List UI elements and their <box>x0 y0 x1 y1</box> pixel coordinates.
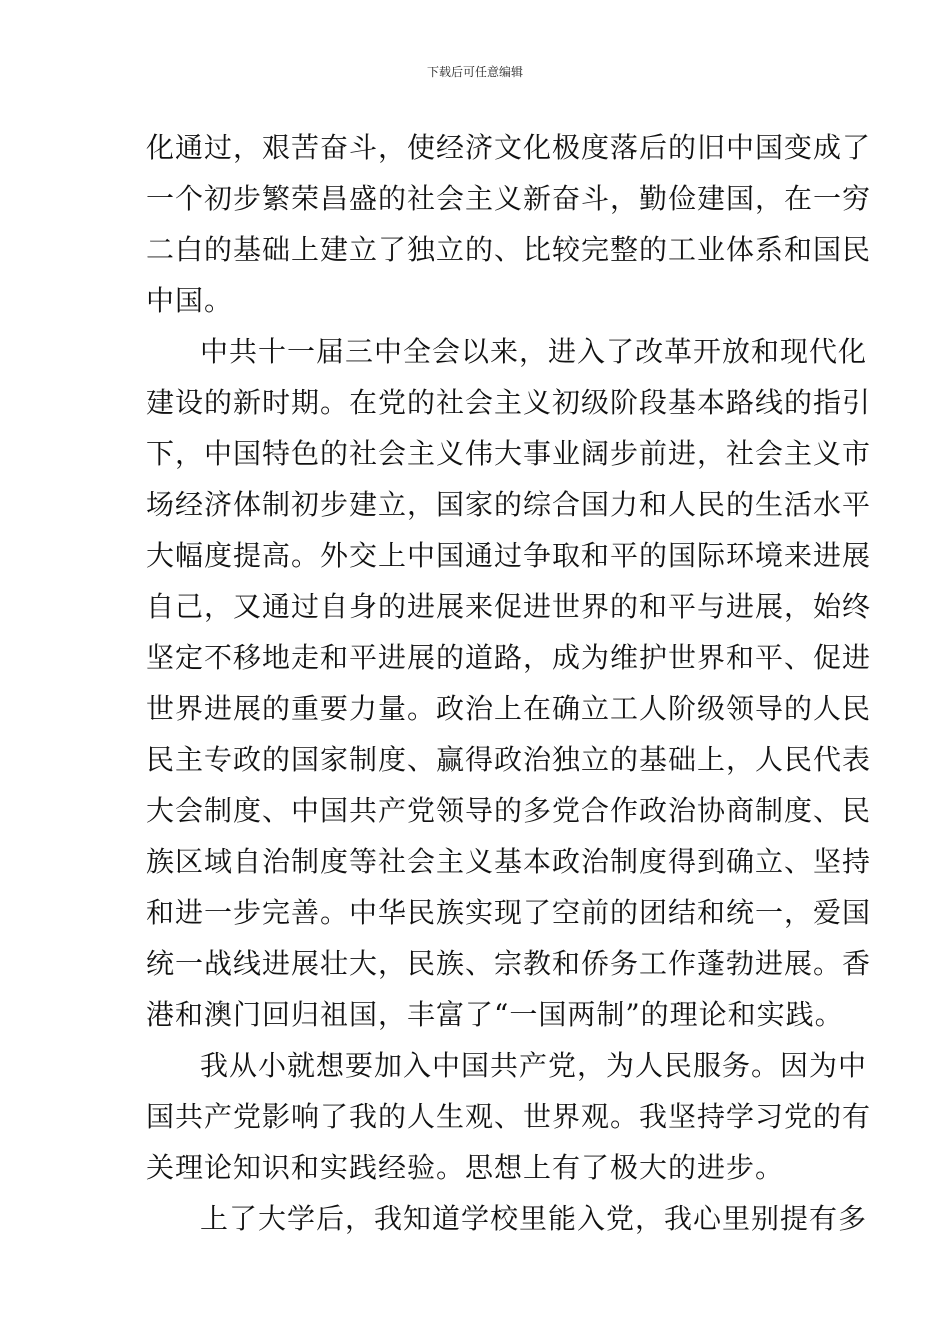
text-line: 中国。 <box>146 284 234 317</box>
text-line: 世界进展的重要力量。政治上在确立工人阶级领导的人民 <box>146 692 872 725</box>
text-line: 场经济体制初步建立，国家的综合国力和人民的生活水平 <box>146 488 872 521</box>
text-line: 自己，又通过自身的进展来促进世界的和平与进展，始终 <box>146 590 872 623</box>
text-line: 二白的基础上建立了独立的、比较完整的工业体系和国民 <box>146 233 872 266</box>
text-line: 民主专政的国家制度、赢得政治独立的基础上，人民代表 <box>146 743 872 776</box>
text-line: 关理论知识和实践经验。思想上有了极大的进步。 <box>146 1151 785 1184</box>
text-line: 族区域自治制度等社会主义基本政治制度得到确立、坚持 <box>146 845 872 878</box>
text-line: 坚定不移地走和平进展的道路，成为维护世界和平、促进 <box>146 641 872 674</box>
text-line: 和进一步完善。中华民族实现了空前的团结和统一，爱国 <box>146 896 872 929</box>
text-line: 下，中国特色的社会主义伟大事业阔步前进，社会主义市 <box>146 437 872 470</box>
paragraph-first-line: 我从小就想要加入中国共产党，为人民服务。因为中 <box>200 1049 868 1082</box>
text-line: 化通过，艰苦奋斗，使经济文化极度落后的旧中国变成了 <box>146 131 872 164</box>
text-line: 一个初步繁荣昌盛的社会主义新奋斗，勤俭建国，在一穷 <box>146 182 872 215</box>
text-line: 统一战线进展壮大，民族、宗教和侨务工作蓬勃进展。香 <box>146 947 872 980</box>
paragraph-first-line: 上了大学后，我知道学校里能入党，我心里别提有多 <box>200 1202 868 1235</box>
page-header: 下载后可任意编辑 <box>426 65 523 79</box>
text-line: 大会制度、中国共产党领导的多党合作政治协商制度、民 <box>146 794 872 827</box>
text-line: 港和澳门回归祖国，丰富了“一国两制”的理论和实践。 <box>146 998 844 1031</box>
text-line: 建设的新时期。在党的社会主义初级阶段基本路线的指引 <box>146 386 872 419</box>
text-line: 大幅度提高。外交上中国通过争取和平的国际环境来进展 <box>146 539 872 572</box>
paragraph-first-line: 中共十一届三中全会以来，进入了改革开放和现代化 <box>200 335 868 368</box>
text-line: 国共产党影响了我的人生观、世界观。我坚持学习党的有 <box>146 1100 872 1133</box>
